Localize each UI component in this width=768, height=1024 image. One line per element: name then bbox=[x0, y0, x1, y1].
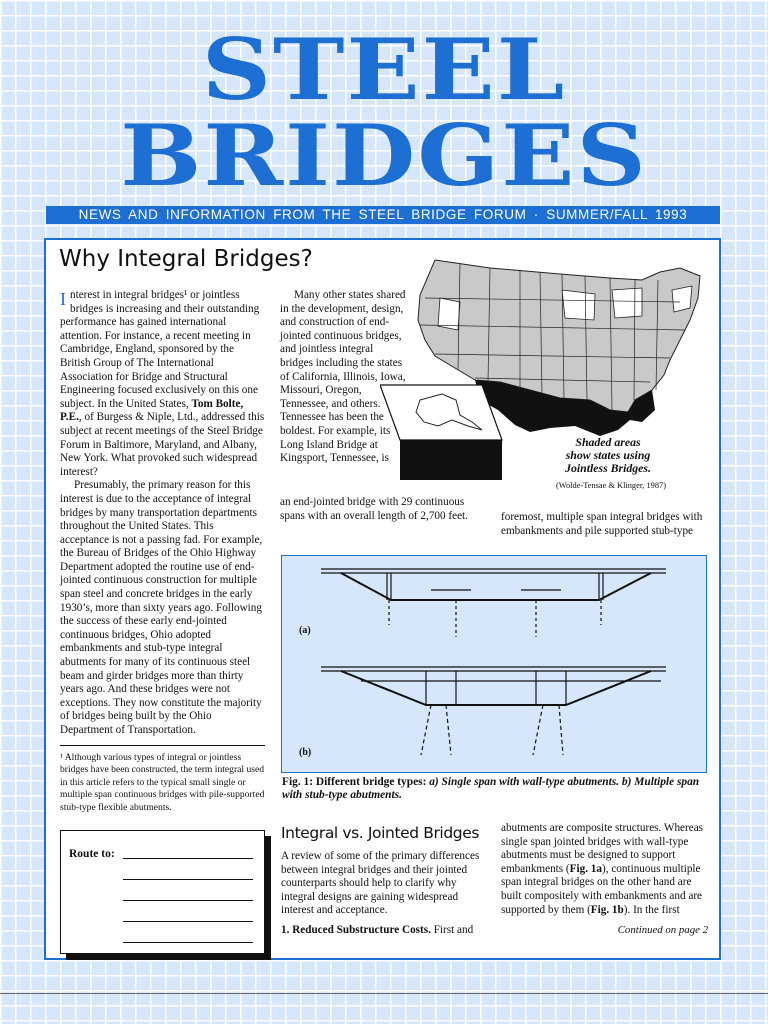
section-p2: First and bbox=[430, 923, 474, 936]
route-line bbox=[123, 858, 253, 859]
section-right-a: abutments are composite structures. Whereas single span jointed bridges with wall-type abutments must be designed to support embankments ( bbox=[501, 822, 704, 875]
figure-caption bbox=[282, 776, 712, 802]
article-col3-text: foremost, multiple span integral bridges with embankments and pile supported stub-type bbox=[501, 511, 703, 537]
page-bottom-rule bbox=[0, 993, 768, 994]
article-title: Why Integral Bridges? bbox=[59, 246, 313, 272]
figure-caption-detail: a) Single span with wall-type abutments. b) Multiple span with stub-type abutments. bbox=[282, 776, 700, 802]
section-p2-heading: 1. Reduced Substructure Costs. bbox=[281, 923, 431, 936]
route-line bbox=[123, 900, 253, 901]
section-column-right bbox=[501, 822, 711, 917]
article-p1-end: , of Burgess & Niple, Ltd., addressed this subject at recent meetings of the Steel Bridge Forum in Baltimore, Maryland, and Albany, New York. What provoked such widespread interest? bbox=[60, 411, 265, 478]
continued-note: Continued on page 2 bbox=[617, 924, 708, 936]
author-name: Tom Bolte, P.E. bbox=[60, 397, 244, 424]
figure-label-a: (a) bbox=[299, 625, 311, 636]
masthead-bridges: BRIDGES bbox=[120, 105, 648, 206]
section-right-b: ), continuous multiple span integral bridges on the other hand are built compositely with embankments and are supported by them ( bbox=[501, 862, 703, 916]
masthead-steel: STEEL bbox=[201, 19, 567, 120]
alaska-inset-side bbox=[400, 440, 502, 480]
section-p1: A review of some of the primary differences between integral bridges and their jointed counterparts should help to clarify why integral designs are gaining widespread interest and acceptance. bbox=[281, 850, 480, 917]
map-credit: (Wolde-Tensae & Klinger, 1987) bbox=[555, 481, 667, 490]
figure-1-diagram bbox=[281, 555, 707, 773]
footnote-rule bbox=[60, 745, 265, 746]
figure-caption-lead: Fig. 1: Different bridge types: bbox=[282, 776, 427, 788]
footnote: ¹ Although various types of integral or jointless bridges have been constructed, the term integral used in this article refers to the typical small single or multiple span continuous bridges with pile-supported stub-type flexible abutments. bbox=[60, 752, 265, 813]
map-caption bbox=[528, 436, 688, 475]
article-p2: Presumably, the primary reason for this interest is due to the acceptance of integral bridges by many transportation departments throughout the United States. This acceptance is not a passing fad. For example, the Bureau of Bridges of the Ohio Highway Department adopted the routine use of end-jointed continuous construction for multiple span steel and concrete bridges in the early 1930’s, more than sixty years ago. Following the success of these early end-jointed continuous bridges, Ohio adopted embankments and stub-type integral abutments for many of its continuous steel beam and girder bridges more than thirty years ago. And these bridges were not exceptions. They now constitute the majority of bridges being built by the Ohio Department of Transportation. bbox=[60, 479, 263, 736]
fig-ref-1a: Fig. 1a bbox=[569, 862, 602, 875]
section-title: Integral vs. Jointed Bridges bbox=[281, 824, 480, 842]
article-column-1 bbox=[60, 289, 265, 738]
section-right-c: ). In the first bbox=[623, 903, 680, 916]
bridge-b bbox=[321, 667, 666, 755]
route-line bbox=[123, 942, 253, 943]
route-label: Route to: bbox=[69, 848, 115, 860]
article-col2b-text: an end-jointed bridge with 29 continuous spans with an overall length of 2,700 feet. bbox=[280, 496, 468, 522]
section-column-left bbox=[281, 850, 486, 938]
route-line bbox=[123, 921, 253, 922]
article-col2-text: Many other states shared in the development, design, and construction of end-jointed continuous bridges, and jointless integral bridges including the states of California, Illinois, Iowa, Missouri, Oregon, Tennessee, and others. Tennessee has been the boldest. For example, its Long Island Bridge at Kingsport, Tennessee, is bbox=[280, 289, 406, 465]
article-column-3 bbox=[501, 511, 711, 538]
route-line bbox=[123, 879, 253, 880]
drop-cap: I bbox=[60, 289, 66, 309]
bridge-a bbox=[321, 569, 666, 637]
masthead-banner: NEWS AND INFORMATION FROM THE STEEL BRIDGE FORUM · SUMMER/FALL 1993 bbox=[46, 206, 720, 224]
article-p1: nterest in integral bridges¹ or jointless bridges is increasing and their outstanding performance has gained international attention. For instance, a recent meeting in Cambridge, England, sponsored by the British Group of The International Association for Bridge and Structural Engineering focused exclusively on this one subject. In the United States, bbox=[60, 289, 260, 410]
fig-ref-1b: Fig. 1b bbox=[590, 903, 624, 916]
figure-label-b: (b) bbox=[299, 747, 312, 758]
map-caption-line3: Jointless Bridges. bbox=[565, 461, 651, 475]
map-caption-line1: Shaded areas bbox=[575, 435, 641, 449]
map-caption-line2: show states using bbox=[565, 448, 651, 462]
